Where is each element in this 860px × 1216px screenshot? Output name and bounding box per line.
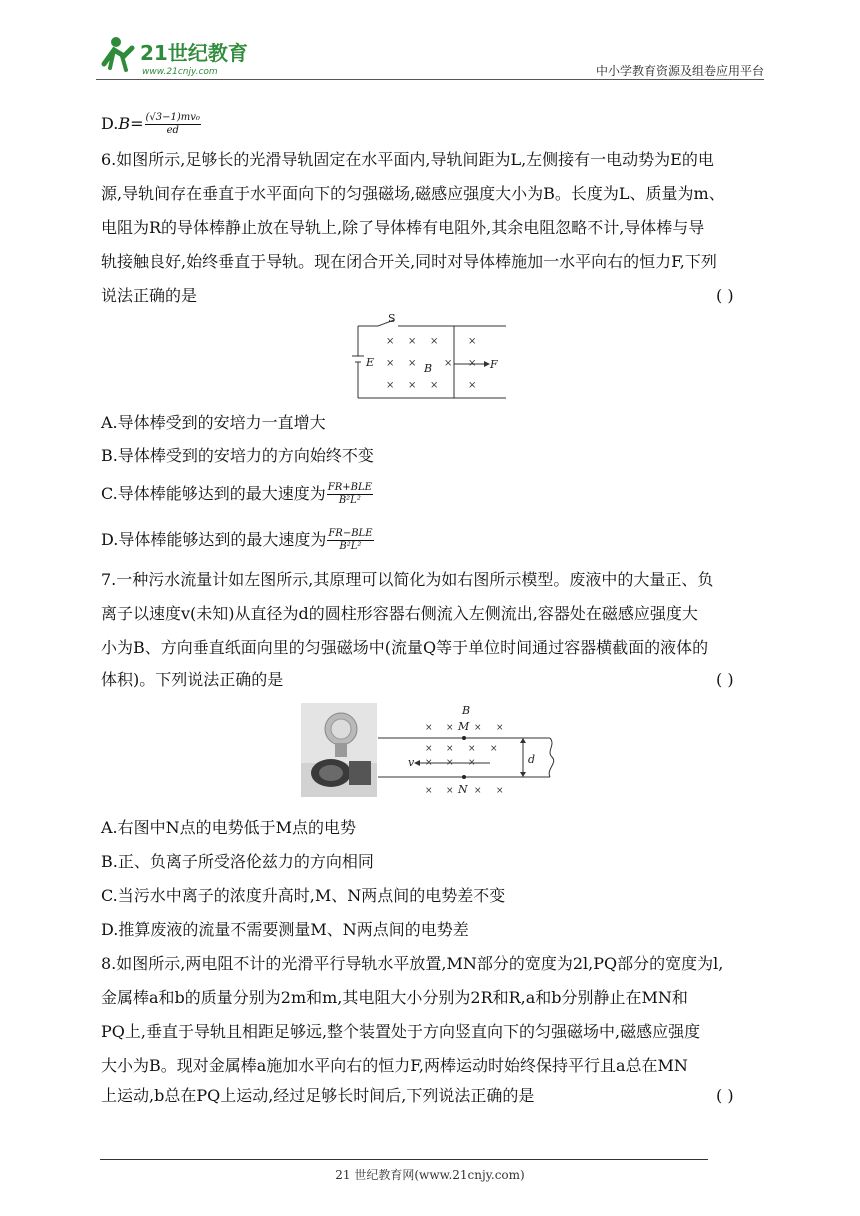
svg-text:×: × bbox=[496, 723, 504, 733]
svg-text:M: M bbox=[458, 720, 470, 733]
q7-option-d: D.推算废液的流量不需要测量M、N两点间的电势差 bbox=[101, 920, 469, 939]
svg-text:×: × bbox=[386, 336, 395, 347]
q5-option-d-fraction: $\frac{\text{(√3−1)mv₀}}{ed}$ bbox=[145, 112, 200, 136]
svg-text:×: × bbox=[468, 358, 477, 369]
q6-line-4: 轨接触良好,始终垂直于导轨。现在闭合开关,同时对导体棒施加一水平向右的恒力F,下列 bbox=[101, 252, 717, 271]
q6-line-2: 源,导轨间存在垂直于水平面向下的匀强磁场,磁感应强度大小为B。长度为L、质量为m、 bbox=[101, 184, 725, 203]
q6-option-a: A.导体棒受到的安培力一直增大 bbox=[101, 413, 326, 432]
q7-line-3: 小为B、方向垂直纸面向里的匀强磁场中(流量Q等于单位时间通过容器横截面的液体的 bbox=[101, 638, 709, 657]
q6-line-5: 说法正确的是 bbox=[101, 286, 198, 305]
q6-answer-bracket: ( ) bbox=[716, 286, 734, 305]
q7-option-c: C.当污水中离子的浓度升高时,M、N两点间的电势差不变 bbox=[101, 886, 506, 905]
svg-text:×: × bbox=[490, 744, 498, 754]
svg-text:×: × bbox=[468, 758, 476, 768]
q6-option-c: C.导体棒能够达到的最大速度为 $\frac{\text{FR+BLE}}{\text{B²L²}}$ bbox=[101, 482, 372, 506]
q7-answer-bracket: ( ) bbox=[716, 670, 734, 689]
q6-line-1: 6.如图所示,足够长的光滑导轨固定在水平面内,导轨间距为L,左侧接有一电动势为E的电 bbox=[101, 150, 714, 169]
header-divider bbox=[96, 79, 764, 80]
svg-text:×: × bbox=[425, 786, 433, 796]
svg-text:×: × bbox=[446, 744, 454, 754]
page-header bbox=[96, 34, 764, 80]
svg-text:B: B bbox=[424, 362, 433, 375]
svg-text:×: × bbox=[474, 786, 482, 796]
q6-circuit-figure bbox=[350, 314, 510, 400]
svg-text:21世纪教育: 21世纪教育 bbox=[140, 41, 248, 65]
svg-text:www.21cnjy.com: www.21cnjy.com bbox=[142, 67, 218, 77]
svg-text:×: × bbox=[408, 336, 417, 347]
svg-text:N: N bbox=[458, 783, 468, 796]
footer-divider bbox=[100, 1159, 708, 1160]
svg-text:B: B bbox=[462, 704, 471, 717]
svg-text:×: × bbox=[446, 723, 454, 733]
q5-option-d: D.B= $\frac{\text{(√3−1)mv₀}}{ed}$ bbox=[101, 112, 200, 136]
svg-text:F: F bbox=[490, 358, 498, 371]
svg-text:×: × bbox=[468, 744, 476, 754]
q8-line-2: 金属棒a和b的质量分别为2m和m,其电阻大小分别为2R和R,a和b分别静止在MN和 bbox=[101, 988, 688, 1007]
q8-line-1: 8.如图所示,两电阻不计的光滑平行导轨水平放置,MN部分的宽度为2l,PQ部分的宽度为l, bbox=[101, 954, 724, 973]
q8-line-5: 上运动,b总在PQ上运动,经过足够长时间后,下列说法正确的是 bbox=[101, 1086, 535, 1105]
q6-option-b: B.导体棒受到的安培力的方向始终不变 bbox=[101, 446, 374, 465]
platform-name: 中小学教育资源及组卷应用平台 bbox=[595, 64, 764, 78]
flowmeter-photo bbox=[301, 703, 377, 797]
q7-magnetic-flow-figure bbox=[378, 703, 560, 797]
svg-text:×: × bbox=[425, 758, 433, 768]
svg-text:S: S bbox=[388, 314, 396, 325]
svg-text:×: × bbox=[474, 723, 482, 733]
site-logo bbox=[96, 34, 266, 78]
page-footer: 21 世纪教育网(www.21cnjy.com) bbox=[335, 1168, 525, 1182]
q8-line-4: 大小为B。现对金属棒a施加水平向右的恒力F,两棒运动时始终保持平行且a总在MN bbox=[101, 1056, 688, 1075]
svg-text:v: v bbox=[408, 756, 415, 769]
q8-answer-bracket: ( ) bbox=[716, 1086, 734, 1105]
svg-text:×: × bbox=[430, 380, 439, 391]
svg-text:×: × bbox=[430, 336, 439, 347]
q7-line-2: 离子以速度v(未知)从直径为d的圆柱形容器右侧流入左侧流出,容器处在磁感应强度大 bbox=[101, 604, 698, 623]
svg-text:×: × bbox=[446, 786, 454, 796]
svg-text:×: × bbox=[408, 380, 417, 391]
q7-line-1: 7.一种污水流量计如左图所示,其原理可以简化为如右图所示模型。废液中的大量正、负 bbox=[101, 570, 714, 589]
q6-option-c-fraction: $\frac{\text{FR+BLE}}{\text{B²L²}}$ bbox=[327, 482, 372, 506]
q7-line-4: 体积)。下列说法正确的是 bbox=[101, 670, 284, 689]
svg-text:×: × bbox=[446, 758, 454, 768]
svg-text:d: d bbox=[528, 753, 536, 766]
svg-text:×: × bbox=[468, 380, 477, 391]
svg-text:×: × bbox=[468, 336, 477, 347]
svg-text:×: × bbox=[444, 358, 453, 369]
svg-text:×: × bbox=[425, 744, 433, 754]
q7-option-b: B.正、负离子所受洛伦兹力的方向相同 bbox=[101, 852, 374, 871]
q6-option-d: D.导体棒能够达到的最大速度为 $\frac{\text{FR−BLE}}{\text{B²L²}}$ bbox=[101, 528, 373, 552]
q6-option-d-fraction: $\frac{\text{FR−BLE}}{\text{B²L²}}$ bbox=[328, 528, 373, 552]
svg-text:×: × bbox=[408, 358, 417, 369]
svg-text:E: E bbox=[366, 356, 375, 369]
svg-text:×: × bbox=[386, 380, 395, 391]
svg-text:×: × bbox=[386, 358, 395, 369]
svg-text:×: × bbox=[425, 723, 433, 733]
svg-text:×: × bbox=[496, 786, 504, 796]
q8-line-3: PQ上,垂直于导轨且相距足够远,整个装置处于方向竖直向下的匀强磁场中,磁感应强度 bbox=[101, 1022, 701, 1041]
q6-line-3: 电阻为R的导体棒静止放在导轨上,除了导体棒有电阻外,其余电阻忽略不计,导体棒与导 bbox=[101, 218, 705, 237]
q7-option-a: A.右图中N点的电势低于M点的电势 bbox=[101, 818, 357, 837]
